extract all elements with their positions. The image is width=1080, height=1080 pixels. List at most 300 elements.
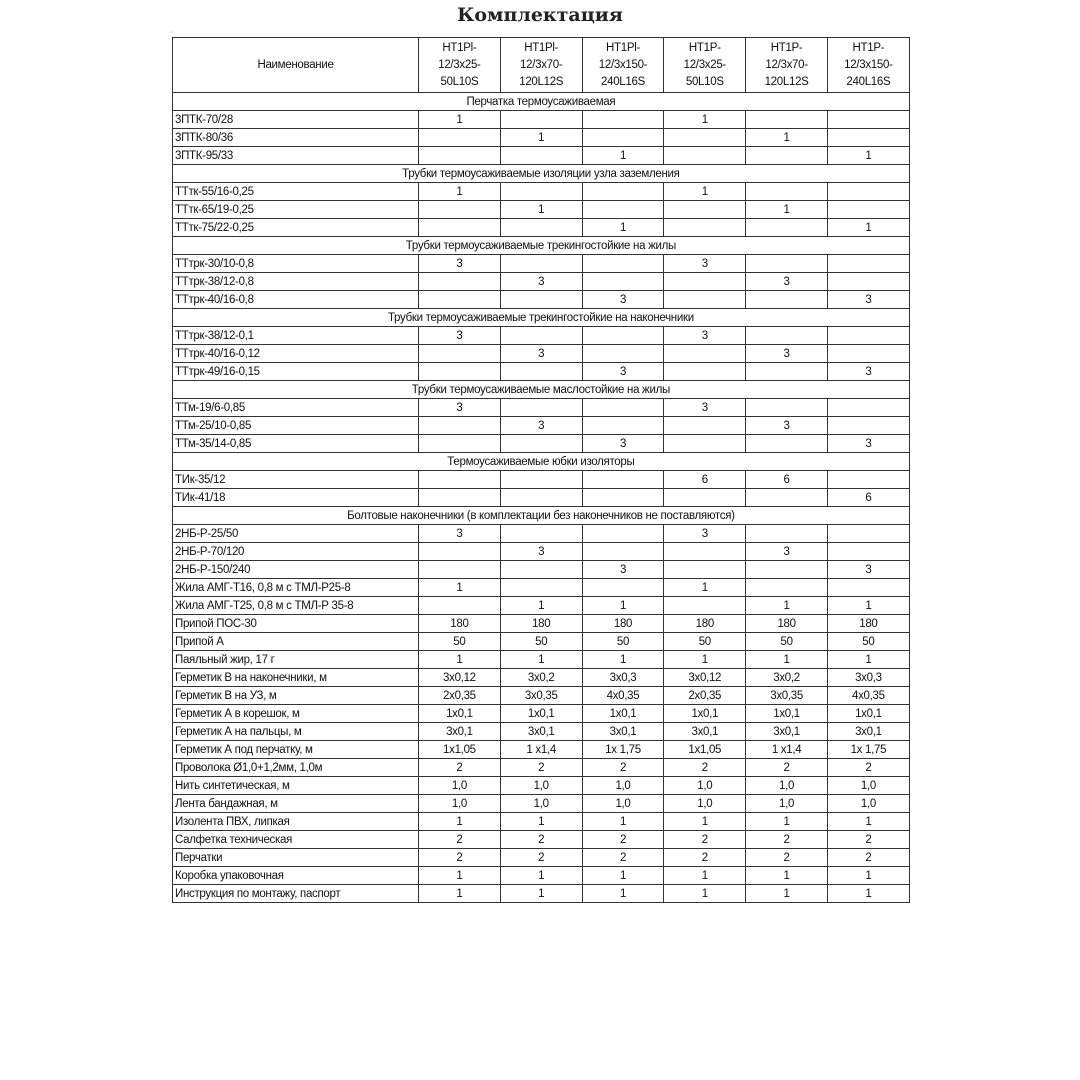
item-name-cell: ТТтк-75/22-0,25 [173,219,419,237]
quantity-cell: 2х0,35 [664,687,746,705]
quantity-cell [582,273,664,291]
table-row [173,489,910,507]
quantity-cell [664,489,746,507]
quantity-cell [827,273,909,291]
table-row [173,795,910,813]
quantity-cell: 1 [419,867,501,885]
quantity-cell [500,579,582,597]
item-name-cell: Герметик А в корешок, м [173,705,419,723]
column-header-model [500,38,582,93]
table-row [173,363,910,381]
quantity-cell: 1 [582,813,664,831]
quantity-cell [500,327,582,345]
quantity-cell: 1 [664,183,746,201]
quantity-cell: 6 [746,471,828,489]
quantity-cell [827,255,909,273]
quantity-cell: 1 [500,201,582,219]
quantity-cell: 1 [500,813,582,831]
quantity-cell: 1 [582,885,664,903]
column-header-model [582,38,664,93]
table-row [173,111,910,129]
quantity-cell: 1 [582,597,664,615]
quantity-cell: 1 [827,885,909,903]
quantity-cell: 1 [664,885,746,903]
quantity-cell [582,129,664,147]
quantity-cell: 1 [582,651,664,669]
quantity-cell: 50 [746,633,828,651]
quantity-cell: 1 [746,651,828,669]
quantity-cell: 3 [582,561,664,579]
column-header-line: 12/3х70- [520,58,563,71]
quantity-cell: 180 [419,615,501,633]
quantity-cell: 180 [746,615,828,633]
table-row [173,471,910,489]
quantity-cell [746,363,828,381]
column-header-name: Наименование [173,38,419,93]
quantity-cell [746,435,828,453]
table-row [173,849,910,867]
quantity-cell: 180 [500,615,582,633]
page-mark: ◦ [171,30,174,36]
item-name-cell: ТТм-35/14-0,85 [173,435,419,453]
quantity-cell [827,399,909,417]
quantity-cell: 2 [664,831,746,849]
quantity-cell: 1,0 [582,777,664,795]
quantity-cell [827,201,909,219]
section-row [173,309,910,327]
quantity-cell: 3х0,1 [419,723,501,741]
quantity-cell: 2 [419,759,501,777]
quantity-cell: 1 [419,885,501,903]
quantity-cell [746,255,828,273]
quantity-cell [582,471,664,489]
column-header-line: 240L16S [846,75,891,88]
quantity-cell: 1 [746,597,828,615]
item-name-cell: ТТтрк-38/12-0,1 [173,327,419,345]
quantity-cell [500,183,582,201]
table-row [173,885,910,903]
item-name-cell: 2НБ-Р-150/240 [173,561,419,579]
quantity-cell: 3х0,1 [664,723,746,741]
quantity-cell: 1 [746,885,828,903]
item-name-cell: Перчатки [173,849,419,867]
quantity-cell: 3 [664,327,746,345]
item-name-cell: Жила АМГ-Т25, 0,8 м с ТМЛ-Р 35-8 [173,597,419,615]
quantity-cell: 3 [582,435,664,453]
quantity-cell [500,561,582,579]
section-row [173,237,910,255]
quantity-cell: 1 х1,4 [500,741,582,759]
quantity-cell: 2 [746,759,828,777]
table-row [173,579,910,597]
quantity-cell [664,417,746,435]
quantity-cell [746,147,828,165]
column-header-line: 120L12S [519,75,564,88]
quantity-cell [419,363,501,381]
quantity-cell: 2 [419,831,501,849]
table-row [173,597,910,615]
item-name-cell: 2НБ-Р-25/50 [173,525,419,543]
table-row [173,633,910,651]
section-row [173,165,910,183]
quantity-cell: 1 [582,867,664,885]
quantity-cell [664,201,746,219]
quantity-cell: 1х0,1 [664,705,746,723]
quantity-cell: 3 [827,363,909,381]
quantity-cell: 3 [827,561,909,579]
quantity-cell: 1,0 [419,777,501,795]
quantity-cell: 1 [827,867,909,885]
quantity-cell [419,291,501,309]
quantity-cell: 3х0,1 [582,723,664,741]
quantity-cell [582,327,664,345]
quantity-cell: 2 [582,759,664,777]
item-name-cell: ТТтрк-49/16-0,15 [173,363,419,381]
quantity-cell: 1,0 [664,777,746,795]
quantity-cell: 1 [419,813,501,831]
quantity-cell: 2 [500,831,582,849]
table-row [173,723,910,741]
quantity-cell: 1х1,05 [664,741,746,759]
quantity-cell: 1 [419,111,501,129]
quantity-cell: 3х0,3 [827,669,909,687]
quantity-cell: 1 [419,579,501,597]
quantity-cell: 1 [746,129,828,147]
quantity-cell [582,399,664,417]
column-header-line: НТ1Р- [688,41,721,54]
column-header-line: 12/3х150- [598,58,648,71]
quantity-cell: 50 [664,633,746,651]
item-name-cell: ТТтк-55/16-0,25 [173,183,419,201]
item-name-cell: Паяльный жир, 17 г [173,651,419,669]
quantity-cell: 1х0,1 [746,705,828,723]
item-name-cell: 3ПТК-95/33 [173,147,419,165]
quantity-cell: 1 [664,813,746,831]
table-row [173,147,910,165]
quantity-cell [419,201,501,219]
item-name-cell: Герметик В на УЗ, м [173,687,419,705]
quantity-cell [664,291,746,309]
quantity-cell: 3х0,2 [500,669,582,687]
quantity-cell: 3 [664,255,746,273]
quantity-cell: 3 [500,273,582,291]
quantity-cell: 2 [746,849,828,867]
quantity-cell: 1,0 [500,795,582,813]
quantity-cell: 4х0,35 [827,687,909,705]
quantity-cell [582,525,664,543]
section-row [173,93,910,111]
quantity-cell: 3 [746,345,828,363]
item-name-cell: Изолента ПВХ, липкая [173,813,419,831]
quantity-cell [582,111,664,129]
quantity-cell [827,345,909,363]
item-name-cell: ТТм-19/6-0,85 [173,399,419,417]
item-name-cell: Лента бандажная, м [173,795,419,813]
quantity-cell: 3 [500,345,582,363]
item-name-cell: Салфетка техническая [173,831,419,849]
quantity-cell: 50 [500,633,582,651]
quantity-cell [582,201,664,219]
quantity-cell: 6 [664,471,746,489]
quantity-cell [827,183,909,201]
quantity-cell [500,489,582,507]
quantity-cell [664,345,746,363]
quantity-cell: 1 [664,867,746,885]
table-row [173,777,910,795]
item-name-cell: Герметик А под перчатку, м [173,741,419,759]
quantity-cell: 1 [827,597,909,615]
item-name-cell: Инструкция по монтажу, паспорт [173,885,419,903]
quantity-cell: 1,0 [664,795,746,813]
quantity-cell: 2 [582,849,664,867]
quantity-cell: 2 [827,759,909,777]
table-header-row [173,38,910,93]
column-header-line: НТ1Рl- [442,41,477,54]
quantity-cell [419,417,501,435]
column-header-line: НТ1Рl- [606,41,640,54]
table-row [173,399,910,417]
quantity-cell [827,111,909,129]
section-heading: Трубки термоусаживаемые маслостойкие на жилы [173,381,910,399]
quantity-cell: 3х0,35 [746,687,828,705]
section-heading: Трубки термоусаживаемые трекингостойкие на жилы [173,237,910,255]
quantity-cell: 1 [664,651,746,669]
quantity-cell: 180 [582,615,664,633]
item-name-cell: Герметик А на пальцы, м [173,723,419,741]
quantity-cell: 3 [746,417,828,435]
section-heading: Термоусаживаемые юбки изоляторы [173,453,910,471]
quantity-cell [419,561,501,579]
quantity-cell: 6 [827,489,909,507]
column-header-model [746,38,828,93]
quantity-cell: 2 [664,849,746,867]
quantity-cell [664,363,746,381]
quantity-cell: 1 [500,885,582,903]
column-header-model [419,38,501,93]
column-header-line: 50L10S [440,75,479,88]
quantity-cell [746,183,828,201]
item-name-cell: 3ПТК-80/36 [173,129,419,147]
quantity-cell: 1,0 [827,795,909,813]
column-header-model [664,38,746,93]
quantity-cell: 1 [500,867,582,885]
quantity-cell [582,579,664,597]
quantity-cell: 2 [746,831,828,849]
quantity-cell: 1,0 [746,795,828,813]
quantity-cell: 2 [827,849,909,867]
quantity-cell [746,561,828,579]
table-row [173,201,910,219]
table-row [173,561,910,579]
quantity-cell: 3х0,1 [827,723,909,741]
quantity-cell [500,255,582,273]
quantity-cell [419,489,501,507]
quantity-cell: 2 [500,849,582,867]
quantity-cell: 1 [500,651,582,669]
column-header-model [827,38,909,93]
section-row [173,381,910,399]
item-name-cell: Герметик В на наконечники, м [173,669,419,687]
section-heading: Трубки термоусаживаемые трекингостойкие на наконечники [173,309,910,327]
quantity-cell: 3х0,1 [500,723,582,741]
quantity-cell [827,129,909,147]
table-row [173,813,910,831]
quantity-cell: 1 [500,129,582,147]
table-row [173,525,910,543]
table-row [173,759,910,777]
item-name-cell: ТТм-25/10-0,85 [173,417,419,435]
item-name-cell: 3ПТК-70/28 [173,111,419,129]
column-header-line: 240L16S [601,75,645,88]
quantity-cell [500,147,582,165]
quantity-cell [664,597,746,615]
item-name-cell: Жила АМГ-Т16, 0,8 м с ТМЛ-Р25-8 [173,579,419,597]
quantity-cell: 1 [419,651,501,669]
item-name-cell: Припой А [173,633,419,651]
quantity-cell: 3 [827,291,909,309]
column-header-line: 12/3х150- [844,58,893,71]
quantity-cell: 3х0,12 [419,669,501,687]
quantity-cell: 3х0,12 [664,669,746,687]
item-name-cell: ТИк-35/12 [173,471,419,489]
quantity-cell: 1х0,1 [500,705,582,723]
quantity-cell [419,147,501,165]
section-row [173,453,910,471]
table-row [173,345,910,363]
quantity-cell [419,435,501,453]
quantity-cell: 1 [582,147,664,165]
table-row [173,183,910,201]
quantity-cell [500,525,582,543]
quantity-cell: 1 [827,219,909,237]
quantity-cell: 1 [500,597,582,615]
quantity-cell [827,327,909,345]
item-name-cell: ТТтк-65/19-0,25 [173,201,419,219]
quantity-cell [664,543,746,561]
quantity-cell: 3 [582,363,664,381]
quantity-cell [827,543,909,561]
quantity-cell: 3 [664,525,746,543]
quantity-cell: 1,0 [419,795,501,813]
column-header-line: НТ1Рl- [524,41,559,54]
item-name-cell: Припой ПОС-30 [173,615,419,633]
table-row [173,273,910,291]
column-header-line: 12/3х70- [765,58,808,71]
quantity-cell [500,399,582,417]
quantity-cell [746,579,828,597]
quantity-cell: 2х0,35 [419,687,501,705]
quantity-cell [419,345,501,363]
table-row [173,741,910,759]
quantity-cell [500,219,582,237]
quantity-cell [419,129,501,147]
table-row [173,543,910,561]
quantity-cell [664,147,746,165]
section-row [173,507,910,525]
table-row [173,705,910,723]
quantity-cell [419,219,501,237]
item-name-cell: ТИк-41/18 [173,489,419,507]
quantity-cell: 1 [746,813,828,831]
column-header-line: НТ1Р- [770,41,803,54]
table-row [173,615,910,633]
quantity-cell: 3 [419,255,501,273]
quantity-cell: 1х 1,75 [582,741,664,759]
section-heading: Перчатка термоусаживаемая [173,93,910,111]
quantity-cell: 180 [664,615,746,633]
table-row [173,687,910,705]
quantity-cell: 2 [500,759,582,777]
table-row [173,831,910,849]
quantity-cell [582,543,664,561]
quantity-cell: 2 [582,831,664,849]
quantity-cell: 3х0,3 [582,669,664,687]
kit-contents-table [172,37,910,903]
quantity-cell [746,399,828,417]
quantity-cell: 50 [827,633,909,651]
quantity-cell [664,129,746,147]
table-row [173,867,910,885]
quantity-cell: 3 [419,525,501,543]
quantity-cell: 2 [664,759,746,777]
quantity-cell [419,597,501,615]
quantity-cell [827,525,909,543]
table-row [173,327,910,345]
quantity-cell [500,363,582,381]
quantity-cell: 3 [827,435,909,453]
quantity-cell [419,471,501,489]
quantity-cell: 1х1,05 [419,741,501,759]
quantity-cell [582,255,664,273]
quantity-cell: 2 [827,831,909,849]
section-heading: Трубки термоусаживаемые изоляции узла заземления [173,165,910,183]
quantity-cell [827,471,909,489]
quantity-cell [419,543,501,561]
item-name-cell: Коробка упаковочная [173,867,419,885]
quantity-cell: 1 [582,219,664,237]
quantity-cell [746,111,828,129]
quantity-cell [746,219,828,237]
table-row [173,669,910,687]
quantity-cell: 3 [664,399,746,417]
quantity-cell: 1 х1,4 [746,741,828,759]
item-name-cell: Нить синтетическая, м [173,777,419,795]
quantity-cell: 1 [746,867,828,885]
item-name-cell: ТТтрк-40/16-0,8 [173,291,419,309]
item-name-cell: Проволока Ø1,0+1,2мм, 1,0м [173,759,419,777]
quantity-cell [500,435,582,453]
column-header-line: 120L12S [764,75,809,88]
quantity-cell [827,579,909,597]
column-header-line: НТ1Р- [852,41,885,54]
quantity-cell: 3 [746,543,828,561]
quantity-cell: 4х0,35 [582,687,664,705]
quantity-cell [582,183,664,201]
quantity-cell [500,111,582,129]
quantity-cell: 3х0,1 [746,723,828,741]
item-name-cell: 2НБ-Р-70/120 [173,543,419,561]
item-name-cell: ТТтрк-38/12-0,8 [173,273,419,291]
quantity-cell: 1 [664,111,746,129]
quantity-cell [582,489,664,507]
quantity-cell [746,327,828,345]
quantity-cell [746,489,828,507]
quantity-cell [500,471,582,489]
table-row [173,417,910,435]
quantity-cell: 3 [500,543,582,561]
quantity-cell: 1 [827,813,909,831]
quantity-cell: 180 [827,615,909,633]
